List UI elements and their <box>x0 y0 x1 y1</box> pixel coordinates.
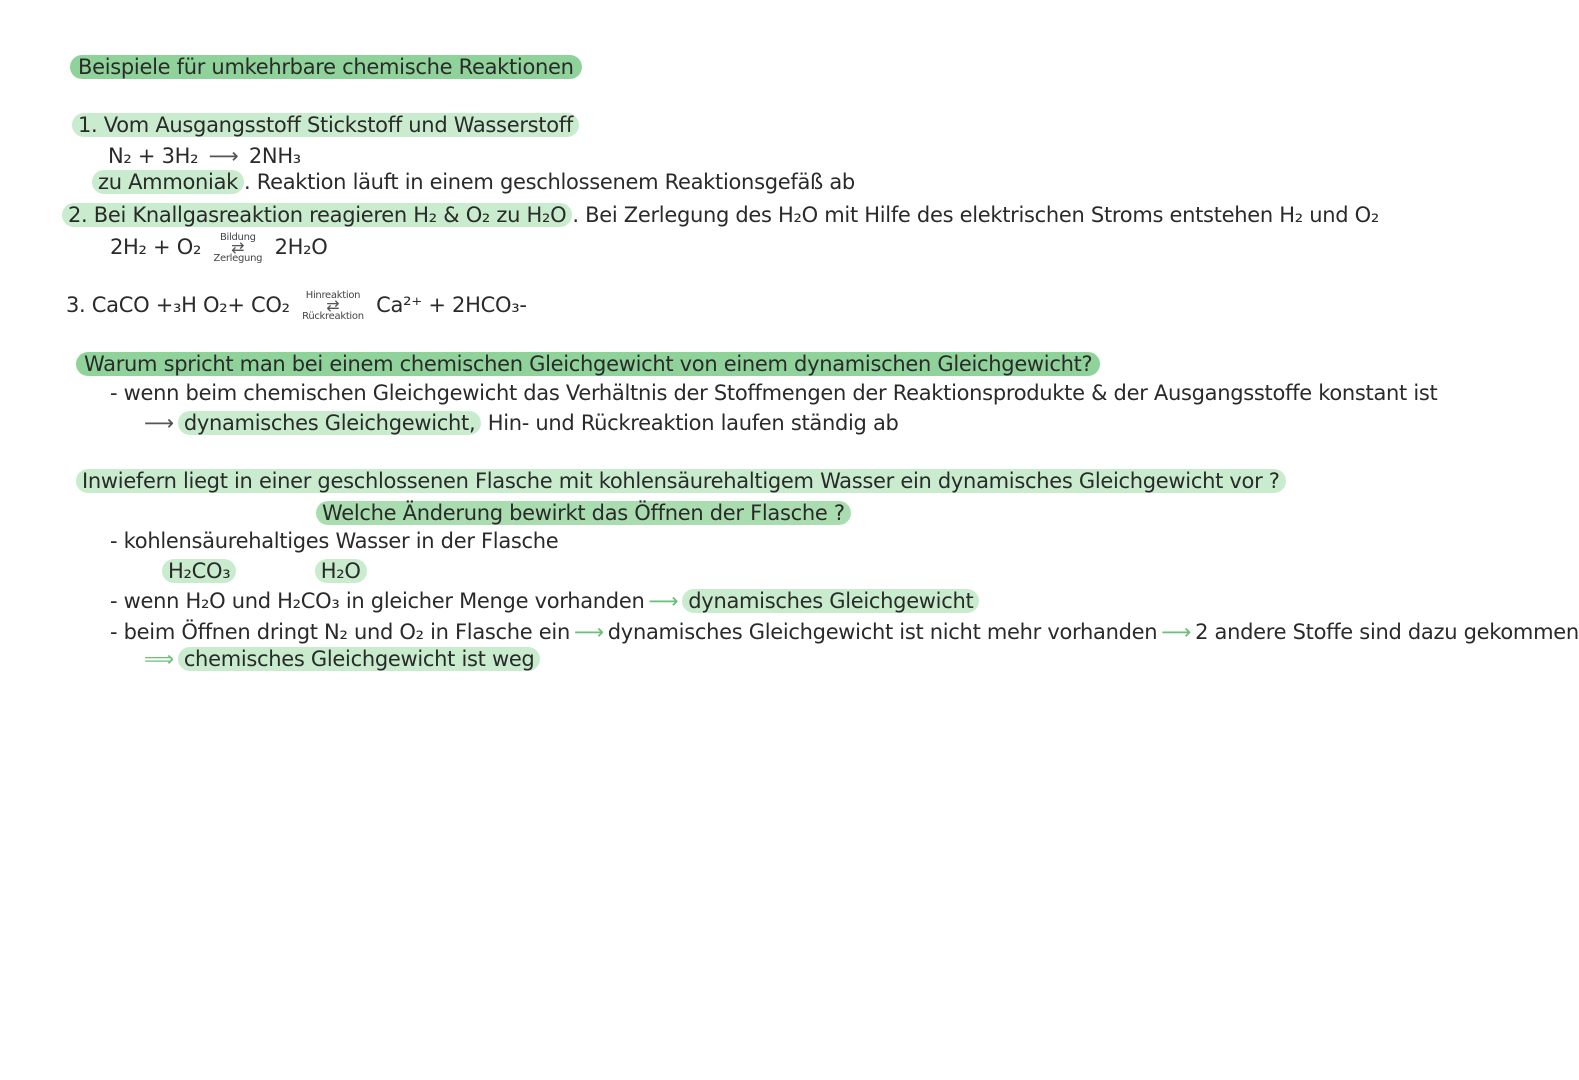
example-1-description <box>92 169 855 195</box>
question-2-line-1: - kohlensäurehaltiges Wasser in der Flasche <box>110 529 559 553</box>
equilibrium-arrow-icon: ⇄ <box>231 238 245 257</box>
question-2-line-3-c: 2 andere Stoffe sind dazu gekommen <box>1195 620 1579 644</box>
example-3-bottom-label: Rückreaktion <box>302 311 364 322</box>
example-3-top-label: Hinreaktion <box>305 290 361 301</box>
question-2-line-2-arrow: ⟶ <box>648 589 679 613</box>
formula-h2co3: H₂CO₃ <box>162 559 236 583</box>
question-2-highlight: Inwiefern liegt in einer geschlossenen Flasche mit kohlensäurehaltigem Wasser ein dynamisches Gleichgewicht vor ? <box>76 469 1286 493</box>
heading-highlight: Beispiele für umkehrbare chemische Reaktionen <box>70 55 582 79</box>
example-2-bottom-label: Zerlegung <box>213 253 263 264</box>
question-2-line-4-arrow: ⟹ <box>144 647 174 671</box>
example-2-equation-right: 2H₂O <box>274 235 328 259</box>
question-2-line-2 <box>110 588 979 614</box>
example-2-title <box>62 202 1379 228</box>
example-1-description-rest: . Reaktion läuft in einem geschlossenem Reaktionsgefäß ab <box>244 170 855 194</box>
notes-heading <box>70 54 582 80</box>
question-2-line-3-arrow-2: ⟶ <box>1161 620 1192 644</box>
question-2-line-4 <box>140 646 540 672</box>
question-2-subquestion <box>316 500 851 526</box>
question-2-line-3-arrow-1: ⟶ <box>573 620 604 644</box>
equilibrium-arrow-icon: ⇄ <box>326 296 340 315</box>
question-2-subquestion-highlight: Welche Änderung bewirkt das Öffnen der Flasche ? <box>316 501 851 525</box>
example-1-equation-left: N₂ + 3H₂ <box>108 144 199 168</box>
question-2-line-2-text: - wenn H₂O und H₂CO₃ in gleicher Menge vorhanden <box>110 589 645 613</box>
question-1-arrow: ⟶ <box>144 411 174 435</box>
example-1-description-highlight: zu Ammoniak <box>92 170 244 194</box>
question-2-line-3 <box>110 619 1579 645</box>
example-3-equation <box>66 290 527 322</box>
question-2-line-4-highlight: chemisches Gleichgewicht ist weg <box>178 647 541 671</box>
example-2-equation <box>110 232 327 264</box>
example-2-title-highlight: 2. Bei Knallgasreaktion reagieren H₂ & O₂ zu H₂O <box>62 203 572 227</box>
question-2 <box>76 468 1286 494</box>
question-1-answer-rest: Hin- und Rückreaktion laufen ständig ab <box>481 411 899 435</box>
example-1-equation <box>108 143 301 169</box>
question-1-answer-highlight: dynamisches Gleichgewicht, <box>178 411 482 435</box>
example-1-equation-right: 2NH₃ <box>248 144 301 168</box>
question-2-line-2-highlight: dynamisches Gleichgewicht <box>682 589 979 613</box>
example-3-equation-left: 3. CaCO +₃H O₂+ CO₂ <box>66 293 290 317</box>
question-1-answer-2 <box>140 410 899 436</box>
example-3-equation-right: Ca²⁺ + 2HCO₃- <box>376 293 527 317</box>
example-1-arrow: ⟶ <box>208 144 239 168</box>
question-1-answer-1: - wenn beim chemischen Gleichgewicht das Verhältnis der Stoffmengen der Reaktionsprodukte & der Ausgangsstoffe konstant ist <box>110 381 1438 405</box>
question-2-line-3-b: dynamisches Gleichgewicht ist nicht mehr vorhanden <box>607 620 1158 644</box>
question-2-formulas <box>162 558 367 584</box>
example-1-title <box>72 112 579 138</box>
formula-h2o: H₂O <box>315 559 367 583</box>
question-1-highlight: Warum spricht man bei einem chemischen Gleichgewicht von einem dynamischen Gleichgewicht? <box>76 352 1100 376</box>
example-3-equilibrium-arrow <box>302 290 364 322</box>
example-2-top-label: Bildung <box>219 232 256 243</box>
example-2-equilibrium-arrow <box>213 232 262 264</box>
example-1-title-highlight: 1. Vom Ausgangsstoff Stickstoff und Wasserstoff <box>72 113 579 137</box>
question-2-line-3-a: - beim Öffnen dringt N₂ und O₂ in Flasche ein <box>110 620 570 644</box>
example-2-title-rest: . Bei Zerlegung des H₂O mit Hilfe des elektrischen Stroms entstehen H₂ und O₂ <box>572 203 1380 227</box>
example-2-equation-left: 2H₂ + O₂ <box>110 235 202 259</box>
question-1 <box>76 351 1100 377</box>
